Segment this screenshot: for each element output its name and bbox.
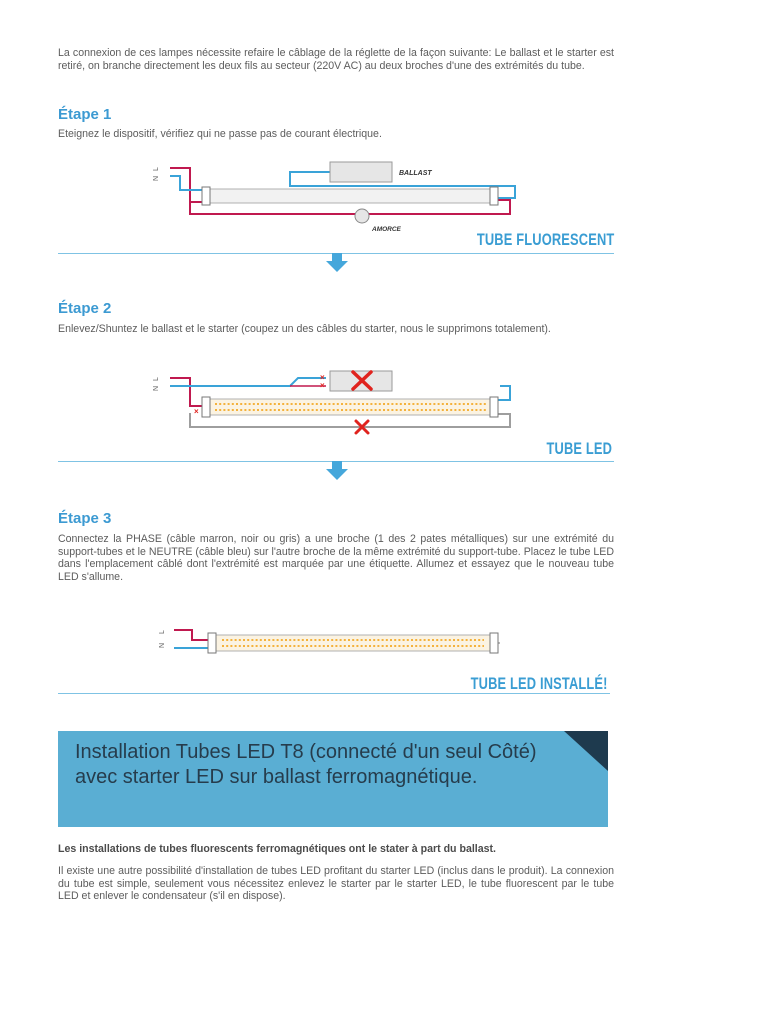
step-3-text: Connectez la PHASE (câble marron, noir ou gris) a une broche (1 des 2 pates métalliques) sur une extrémité du support-tubes et le NEUTRE (câble bleu) sur l'autre broche de la même extrémité du support-tube. Placez le tube LED dans l'emplacement câblé dont l'extrémité est marquée par une étiquette. Allumez et essayez que le nouveau tube LED s'allume. <box>58 533 614 583</box>
step-1-text: Eteignez le dispositif, vérifiez qui ne passe pas de courant électrique. <box>58 128 382 140</box>
svg-text:×: × <box>320 373 325 382</box>
intro-paragraph: La connexion de ces lampes nécessite refaire le câblage de la réglette de la façon suivante: Le ballast et le starter est retiré, on branche directement les deux fils au secteur (220V AC) au deux broches d'une des extrémités du tube. <box>58 47 614 72</box>
step-1-title: Étape 1 <box>58 106 112 123</box>
step-2-text: Enlevez/Shuntez le ballast et le starter (coupez un des câbles du starter, nous le supprimons totalement). <box>58 323 551 335</box>
ballast-label: BALLAST <box>399 170 432 177</box>
neutral-label: N <box>153 175 160 181</box>
svg-text:×: × <box>320 381 325 390</box>
ballast-box <box>330 162 392 182</box>
starter-icon <box>355 209 369 223</box>
arrow-down-icon <box>326 253 348 273</box>
led-installed-wiring-diagram <box>150 622 510 662</box>
footer-paragraph: Il existe une autre possibilité d'installation de tubes LED profitant du starter LED (inclus dans le produit). La connexion du tube est simple, seulement vous nécessitez enlevez le starter par le starter LED, le tube fluorescent par le tube LED et enlever le condensateur (s'il en dispose). <box>58 865 614 903</box>
svg-text:L: L <box>159 630 166 634</box>
tube-led-installed-caption: TUBE LED INSTALLÉ! <box>471 675 608 693</box>
arrow-down-icon <box>326 461 348 481</box>
led-shunt-wiring-diagram <box>150 366 530 442</box>
step-2-title: Étape 2 <box>58 300 112 317</box>
section-banner <box>58 731 608 827</box>
fluorescent-wiring-diagram <box>150 158 530 240</box>
svg-text:N: N <box>153 385 160 391</box>
svg-text:×: × <box>194 407 199 416</box>
amorce-label: AMORCE <box>372 226 401 233</box>
banner-title: Installation Tubes LED T8 (connecté d'un seul Côté) avec starter LED sur ballast ferromagnétique. <box>75 741 537 788</box>
phase-label: L <box>153 167 160 171</box>
corner-fold-icon <box>564 731 608 771</box>
tube-led-caption: TUBE LED <box>546 440 612 458</box>
footer-bold-line: Les installations de tubes fluorescents ferromagnétiques ont le stater à part du ballast. <box>58 843 496 855</box>
svg-text:L: L <box>153 377 160 381</box>
step-3-title: Étape 3 <box>58 510 112 527</box>
tube-fluorescent-caption: TUBE FLUORESCENT <box>476 231 614 249</box>
svg-text:N: N <box>159 642 166 648</box>
divider <box>58 693 610 694</box>
